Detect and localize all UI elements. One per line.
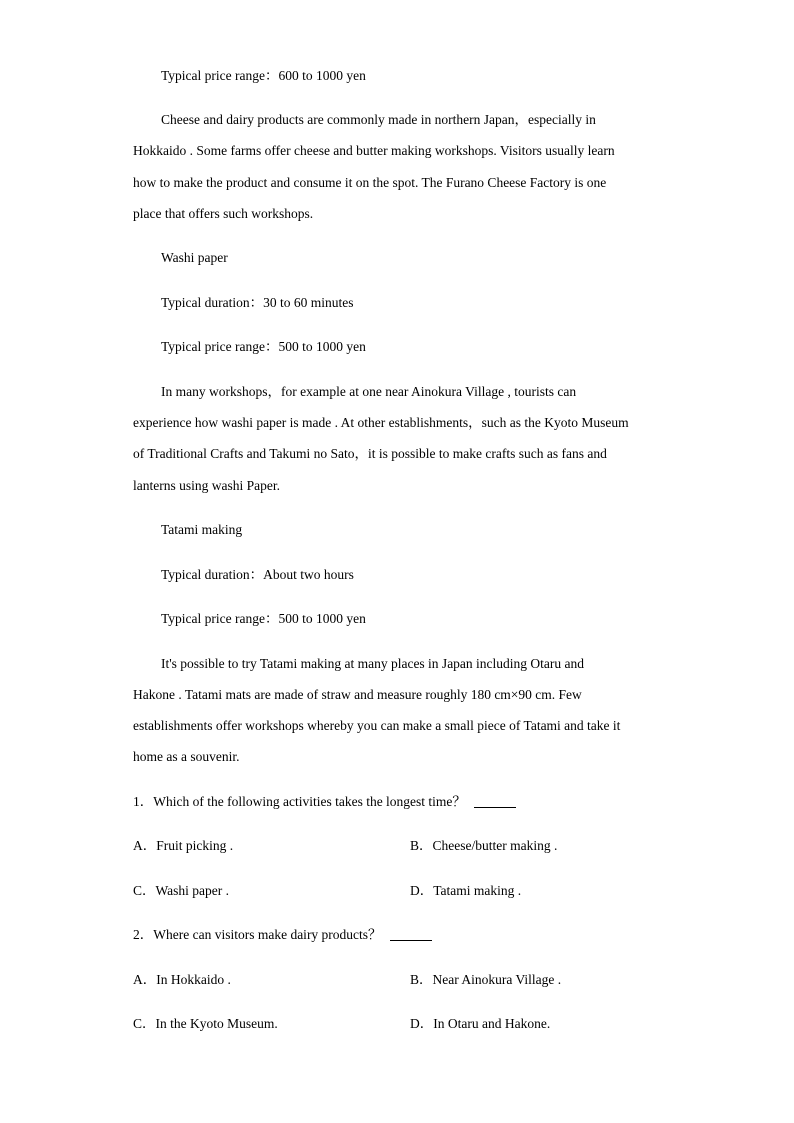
fruit-price-line: Typical price range：600 to 1000 yen: [161, 68, 366, 83]
washi-paragraph-line-3: of Traditional Crafts and Takumi no Sato，it is possible to make crafts such as fans and: [133, 446, 607, 461]
cheese-paragraph-line-2: Hokkaido . Some farms offer cheese and butter making workshops. Visitors usually learn: [133, 143, 615, 158]
cheese-paragraph-line-3: how to make the product and consume it on the spot. The Furano Cheese Factory is one: [133, 175, 607, 190]
question-1-option-d: D．Tatami making .: [410, 883, 522, 898]
question-1-option-b: B．Cheese/butter making .: [410, 838, 558, 853]
tatami-paragraph-line-1: It's possible to try Tatami making at many places in Japan including Otaru and: [161, 656, 585, 671]
tatami-duration-line: Typical duration：About two hours: [161, 567, 354, 582]
washi-price-line: Typical price range：500 to 1000 yen: [161, 339, 366, 354]
tatami-paragraph-line-4: home as a souvenir.: [133, 749, 240, 764]
cheese-paragraph-line-1: Cheese and dairy products are commonly made in northern Japan，especially in: [161, 112, 596, 127]
question-2-stem: 2．Where can visitors make dairy products？: [133, 927, 382, 942]
question-2-option-b: B．Near Ainokura Village .: [410, 972, 562, 987]
question-1-option-c: C．Washi paper .: [133, 883, 230, 898]
washi-title: Washi paper: [161, 250, 228, 265]
question-2-option-a: A．In Hokkaido .: [133, 972, 231, 987]
washi-paragraph-line-1: In many workshops，for example at one near Ainokura Village , tourists can: [161, 384, 577, 399]
cheese-paragraph-line-4: place that offers such workshops.: [133, 206, 314, 221]
tatami-title: Tatami making: [161, 522, 243, 537]
question-2-answer-blank[interactable]: [390, 927, 432, 941]
tatami-price-line: Typical price range：500 to 1000 yen: [161, 611, 366, 626]
question-2: [133, 926, 432, 944]
question-2-option-d: D．In Otaru and Hakone.: [410, 1016, 551, 1031]
tatami-paragraph-line-3: establishments offer workshops whereby you can make a small piece of Tatami and take it: [133, 718, 621, 733]
washi-paragraph-line-2: experience how washi paper is made . At other establishments，such as the Kyoto Museum: [133, 415, 629, 430]
question-1-answer-blank[interactable]: [474, 794, 516, 808]
washi-paragraph-line-4: lanterns using washi Paper.: [133, 478, 280, 493]
question-1: [133, 793, 516, 811]
tatami-paragraph-line-2: Hakone . Tatami mats are made of straw and measure roughly 180 cm×90 cm. Few: [133, 687, 582, 702]
question-1-stem: 1．Which of the following activities takes the longest time？: [133, 794, 466, 809]
question-2-option-c: C．In the Kyoto Museum.: [133, 1016, 278, 1031]
washi-duration-line: Typical duration：30 to 60 minutes: [161, 295, 354, 310]
question-1-option-a: A．Fruit picking .: [133, 838, 234, 853]
